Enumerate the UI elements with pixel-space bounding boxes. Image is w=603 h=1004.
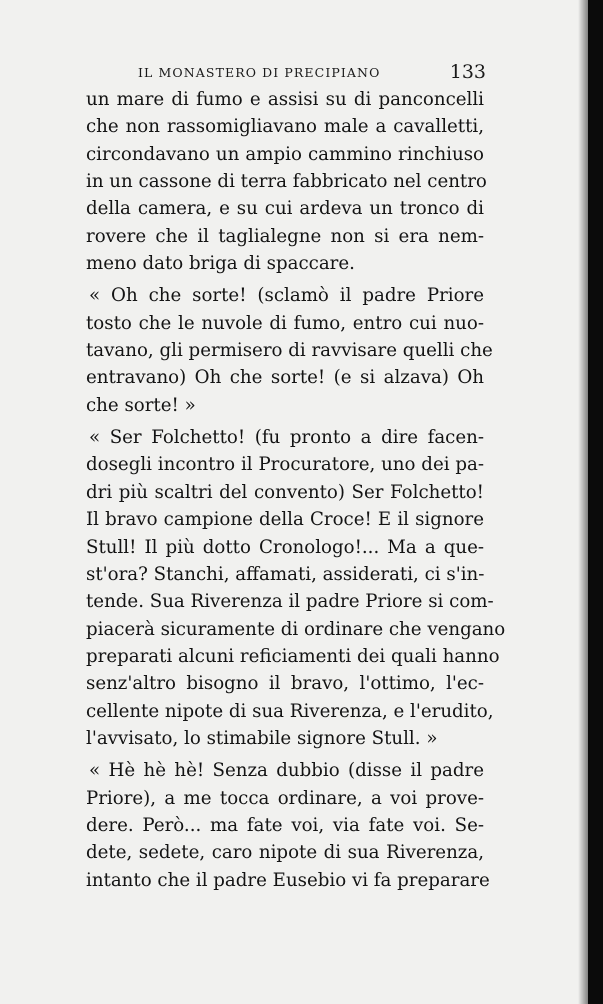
body-text	[86, 86, 506, 894]
text-line: che non rassomigliavano male a cavalletti,	[86, 116, 484, 138]
text-line: che sorte! »	[86, 394, 196, 416]
running-header	[138, 62, 486, 86]
text-line: un mare di fumo e assisi su di panconcelli	[86, 89, 484, 110]
text-line: Il bravo campione della Croce! E il signore	[86, 509, 484, 531]
text-line: circondavano un ampio cammino rinchiuso	[86, 143, 484, 165]
text-line: « Ser Folchetto! (fu pronto a dire facen-	[89, 427, 484, 449]
page-edge-shadow	[578, 0, 588, 1004]
text-line: piacerà sicuramente di ordinare che vengano	[86, 618, 506, 640]
text-line: st'ora? Stanchi, affamati, assiderati, ci s'in-	[86, 563, 485, 585]
text-line: della camera, e su cui ardeva un tronco di	[86, 198, 484, 220]
running-title: IL MONASTERO DI PRECIPIANO	[138, 65, 381, 80]
text-line: senz'altro bisogno il bravo, l'ottimo, l'ec-	[86, 673, 484, 695]
text-line: rovere che il taglialegne non si era nem-	[86, 225, 484, 247]
text-line: « Hè hè hè! Senza dubbio (disse il padre	[89, 760, 484, 782]
text-line: Priore), a me tocca ordinare, a voi prove-	[86, 787, 484, 809]
text-line: tavano, gli permisero di ravvisare quelli che	[86, 340, 493, 362]
scan-border	[588, 0, 603, 1004]
text-line: meno dato briga di spaccare.	[86, 253, 355, 275]
text-line: entravano) Oh che sorte! (e si alzava) Oh	[86, 367, 484, 389]
text-line: intanto che il padre Eusebio vi fa preparare	[86, 869, 490, 891]
text-line: preparati alcuni reficiamenti dei quali hanno	[86, 645, 500, 667]
text-line: dete, sedete, caro nipote di sua Riverenza,	[86, 842, 484, 864]
text-line: in un cassone di terra fabbricato nel centro	[86, 171, 487, 193]
text-line: cellente nipote di sua Riverenza, e l'erudito,	[86, 700, 494, 722]
text-line: l'avvisato, lo stimabile signore Stull. »	[86, 727, 438, 749]
text-line: dosegli incontro il Procuratore, uno dei pa-	[86, 454, 484, 476]
text-line: Stull! Il più dotto Cronologo!... Ma a que-	[86, 536, 484, 558]
page-number: 133	[449, 61, 486, 83]
text-line: tosto che le nuvole di fumo, entro cui nuo-	[86, 312, 484, 334]
text-line: dere. Però... ma fate voi, via fate voi. Se-	[86, 814, 484, 836]
text-line: dri più scaltri del convento) Ser Folchetto!	[86, 481, 484, 503]
text-line: « Oh che sorte! (sclamò il padre Priore	[89, 285, 484, 307]
text-line: tende. Sua Riverenza il padre Priore si com-	[86, 591, 494, 613]
